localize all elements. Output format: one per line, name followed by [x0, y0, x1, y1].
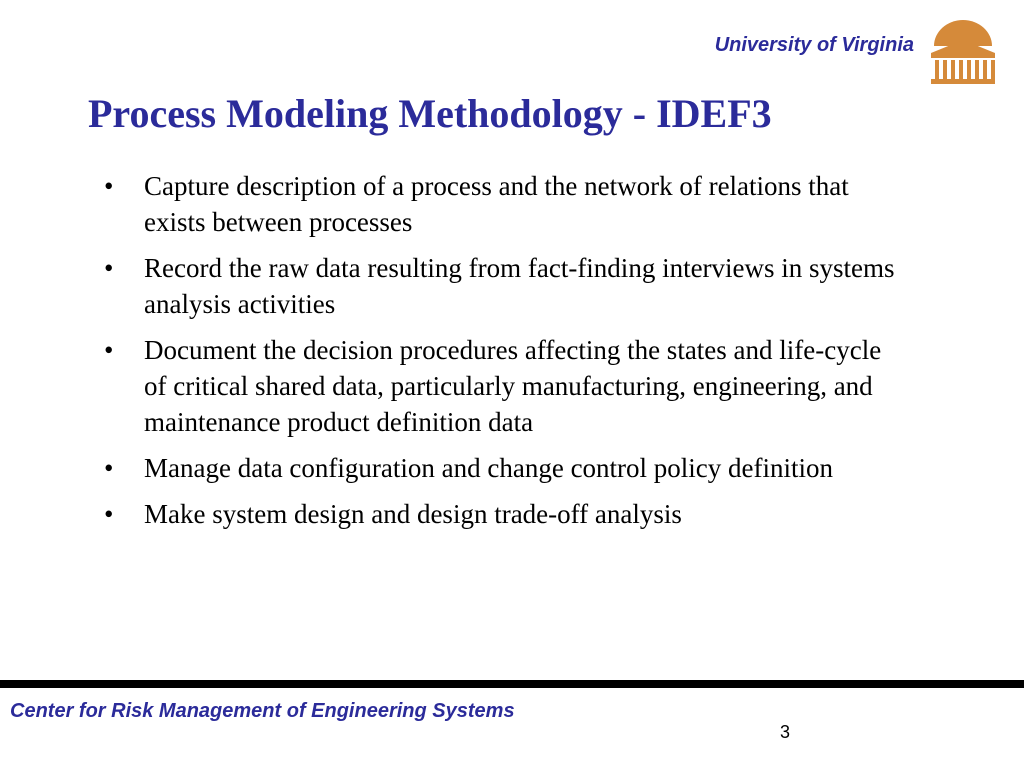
footer-center-name: Center for Risk Management of Engineering Systems — [10, 700, 515, 722]
bullet-item — [104, 332, 904, 440]
bullet-text: Manage data configuration and change control policy definition — [144, 453, 834, 483]
bullet-point-icon: • — [104, 171, 114, 201]
bullet-item — [104, 250, 904, 322]
bullet-item — [104, 450, 904, 486]
rotunda-building-icon — [928, 16, 998, 86]
bullet-point-icon: • — [104, 253, 114, 283]
bullet-list — [104, 168, 904, 542]
bullet-item — [104, 168, 904, 240]
bullet-text: Document the decision procedures affecting the states and life-cycle of critical shared data, particularly manufacturing, engineering, and maintenance product definition data — [144, 335, 882, 437]
bullet-text: Capture description of a process and the network of relations that exists between processes — [144, 171, 849, 237]
bullet-point-icon: • — [104, 453, 114, 483]
bullet-point-icon: • — [104, 335, 114, 365]
slide-title: Process Modeling Methodology - IDEF3 — [88, 91, 772, 136]
university-name: University of Virginia — [714, 34, 914, 56]
page-number: 3 — [780, 722, 791, 742]
bullet-text: Make system design and design trade-off analysis — [144, 499, 682, 529]
bullet-point-icon: • — [104, 499, 114, 529]
bullet-text: Record the raw data resulting from fact-finding interviews in systems analysis activities — [144, 253, 895, 319]
footer-divider — [0, 680, 1024, 688]
bullet-item — [104, 496, 904, 532]
